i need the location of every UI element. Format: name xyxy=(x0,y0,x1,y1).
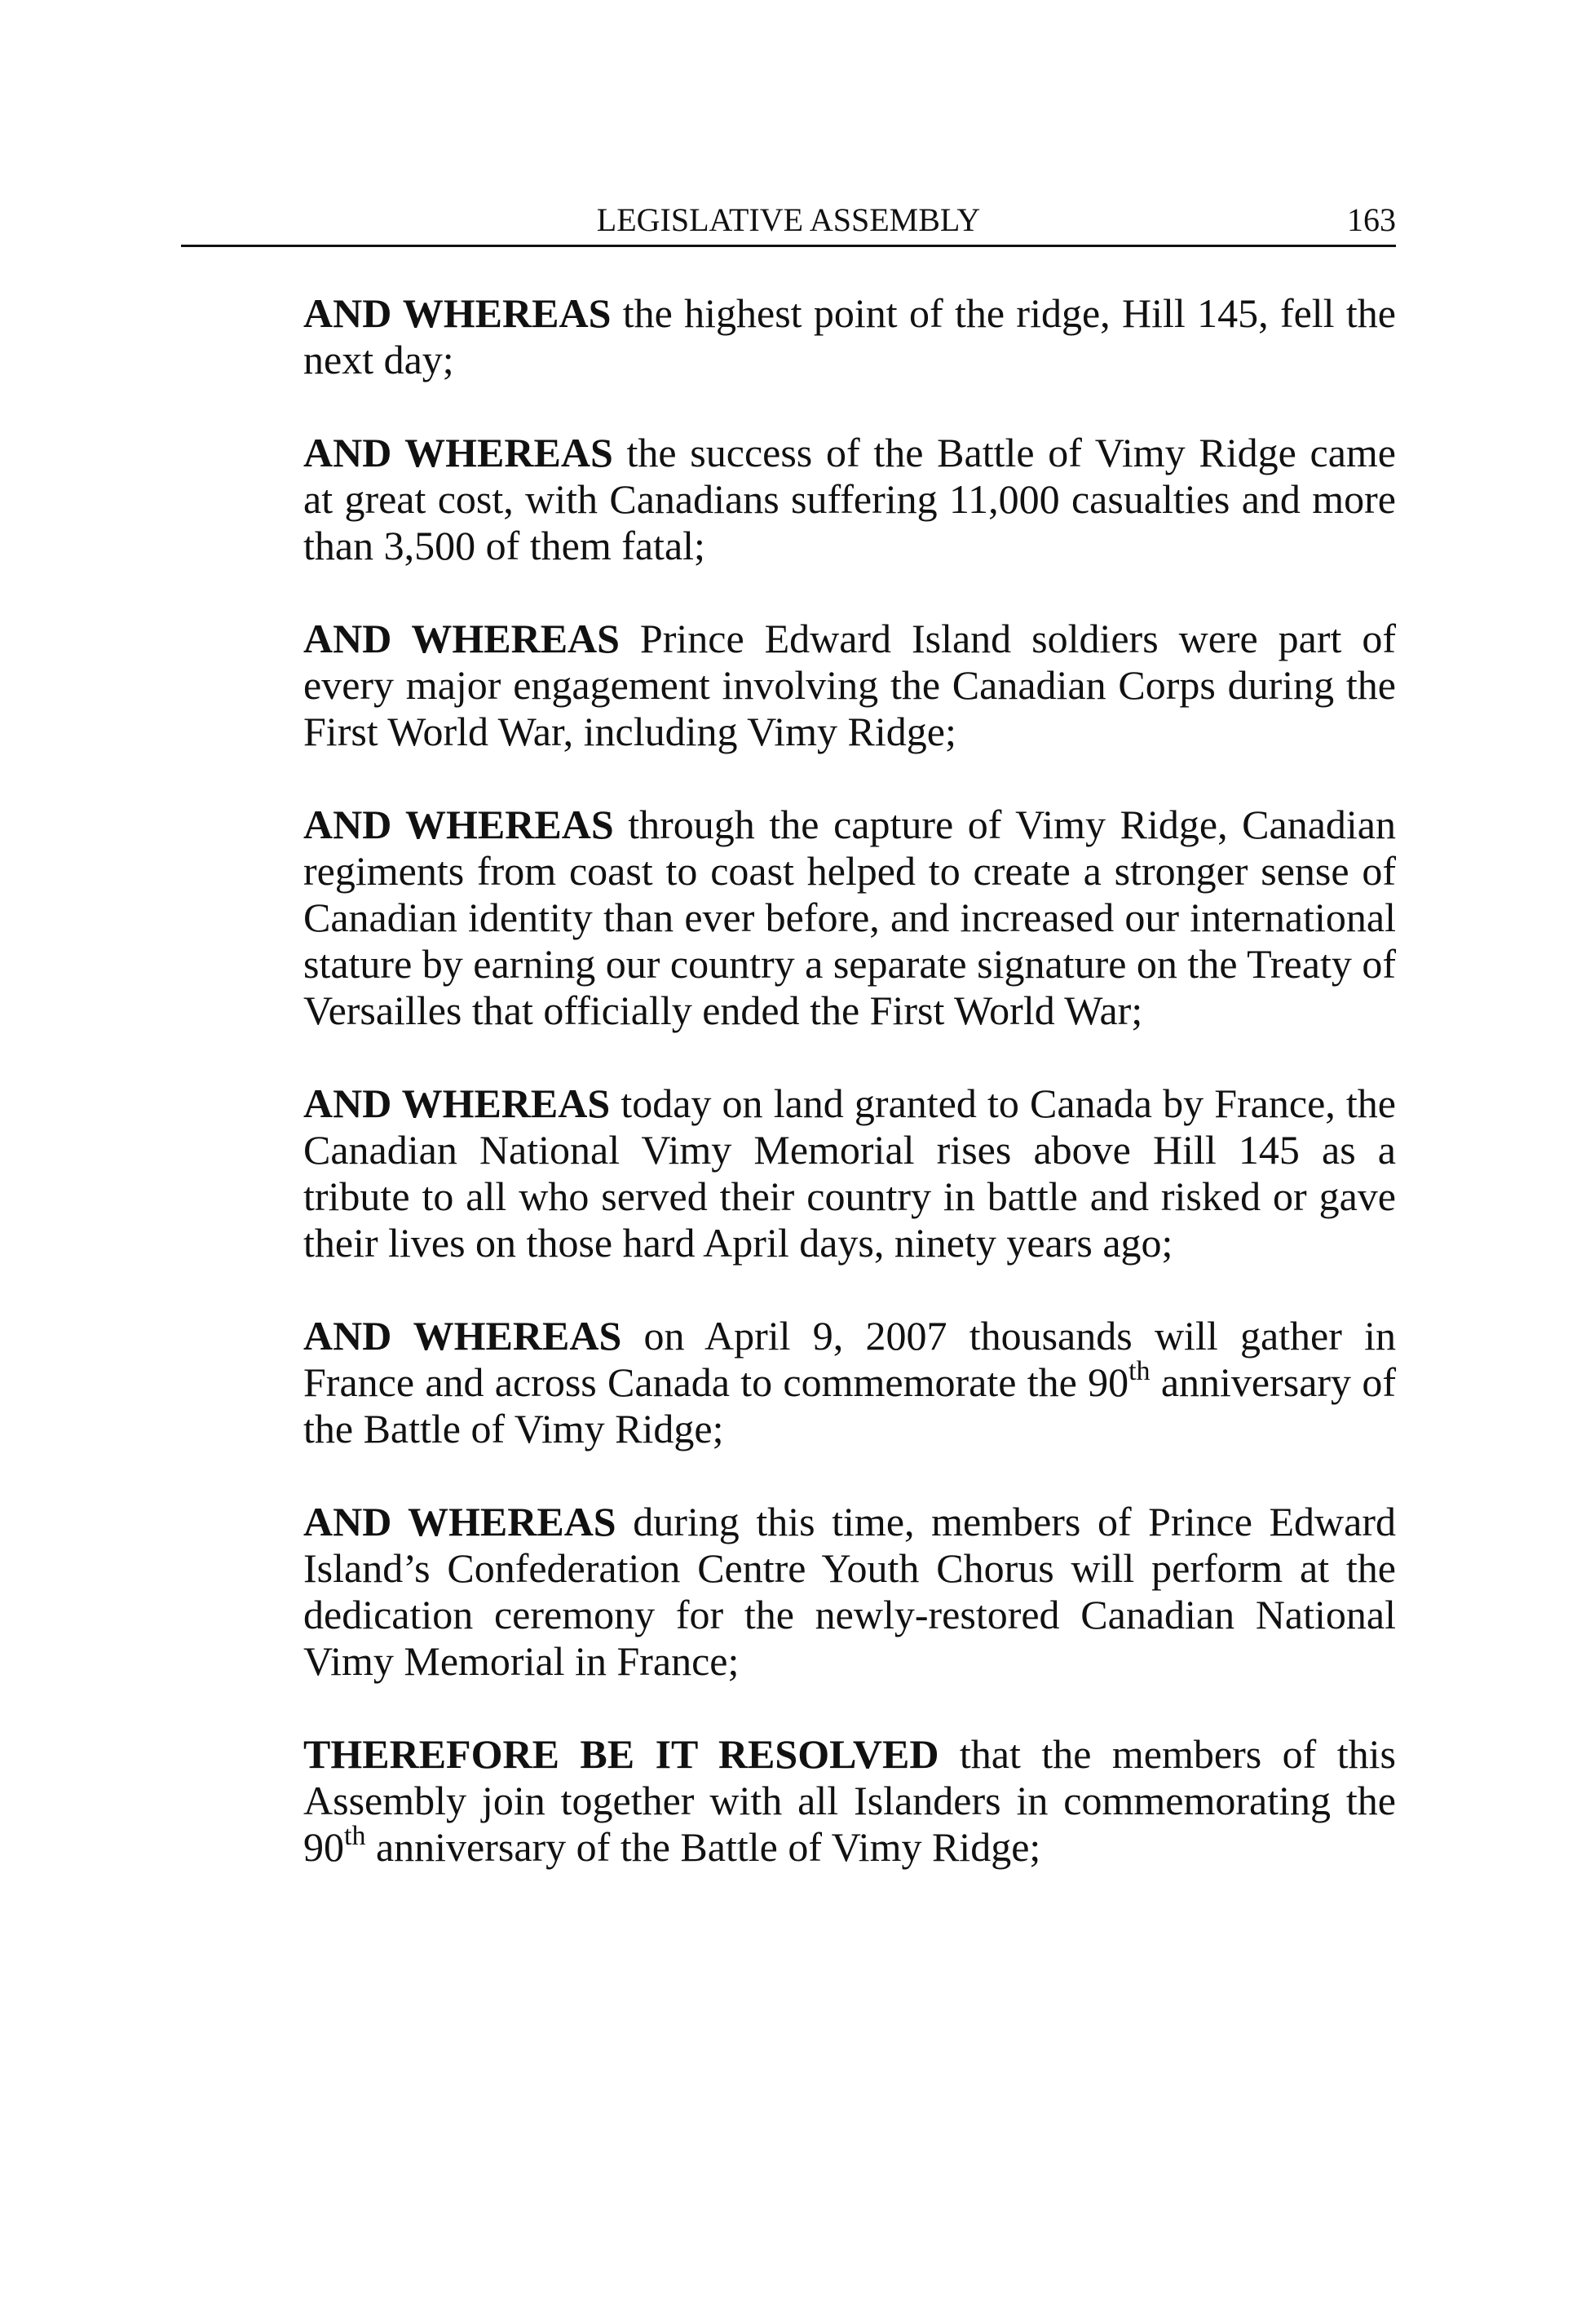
paragraph-lead: AND WHEREAS xyxy=(303,1499,616,1544)
paragraph-text-after: anniversary of the Battle of Vimy Ridge; xyxy=(365,1824,1041,1870)
paragraph-text-before: that the members of this Assembly join together with all Islanders in commemorating the 90 xyxy=(303,1731,1396,1870)
paragraph-lead: THEREFORE BE IT RESOLVED xyxy=(303,1731,939,1777)
paragraph-whereas-casualties xyxy=(303,430,1396,569)
paragraph-whereas-youth-chorus xyxy=(303,1499,1396,1685)
paragraph-lead: AND WHEREAS xyxy=(303,290,612,336)
paragraph-therefore-resolved xyxy=(303,1731,1396,1871)
paragraph-text: through the capture of Vimy Ridge, Canadian regiments from coast to coast helped to create a stronger sense of Canadian identity than ever before, and increased our international stature by earning our country a separate signature on the Treaty of Versailles that officially ended the First World War; xyxy=(303,802,1396,1033)
paragraph-text: the highest point of the ridge, Hill 145, fell the next day; xyxy=(303,290,1396,382)
paragraph-lead: AND WHEREAS xyxy=(303,802,614,847)
paragraph-text-after: anniversary of the Battle of Vimy Ridge; xyxy=(303,1359,1396,1451)
paragraph-text-before: on April 9, 2007 thousands will gather in France and across Canada to commemorate the 90 xyxy=(303,1313,1396,1405)
paragraph-whereas-april-9-2007 xyxy=(303,1313,1396,1452)
resolution-body xyxy=(303,290,1396,1917)
paragraph-lead: AND WHEREAS xyxy=(303,430,613,475)
header-title: LEGISLATIVE ASSEMBLY xyxy=(596,201,981,238)
ordinal-suffix: th xyxy=(1128,1356,1151,1386)
paragraph-lead: AND WHEREAS xyxy=(303,616,620,661)
paragraph-whereas-vimy-memorial xyxy=(303,1080,1396,1266)
ordinal-suffix: th xyxy=(344,1821,366,1851)
paragraph-text: during this time, members of Prince Edward Island’s Confederation Centre Youth Chorus will perform at the dedication ceremony for the newly-restored Canadian National Vimy Memorial in France; xyxy=(303,1499,1396,1684)
paragraph-text: the success of the Battle of Vimy Ridge came at great cost, with Canadians suffering 11,000 casualties and more than 3,500 of them fatal; xyxy=(303,430,1396,568)
running-header xyxy=(181,196,1396,247)
paragraph-whereas-canadian-identity xyxy=(303,802,1396,1034)
page-number: 163 xyxy=(1347,201,1396,238)
paragraph-whereas-pei-soldiers xyxy=(303,616,1396,755)
paragraph-text: Prince Edward Island soldiers were part of every major engagement involving the Canadian Corps during the First World War, including Vimy Ridge; xyxy=(303,616,1396,754)
paragraph-lead: AND WHEREAS xyxy=(303,1080,611,1126)
paragraph-lead: AND WHEREAS xyxy=(303,1313,622,1359)
paragraph-whereas-hill-145 xyxy=(303,290,1396,383)
paragraph-text: today on land granted to Canada by France, the Canadian National Vimy Memorial rises above Hill 145 as a tribute to all who served their country in battle and risked or gave their lives on those hard April days, ninety years ago; xyxy=(303,1080,1396,1266)
